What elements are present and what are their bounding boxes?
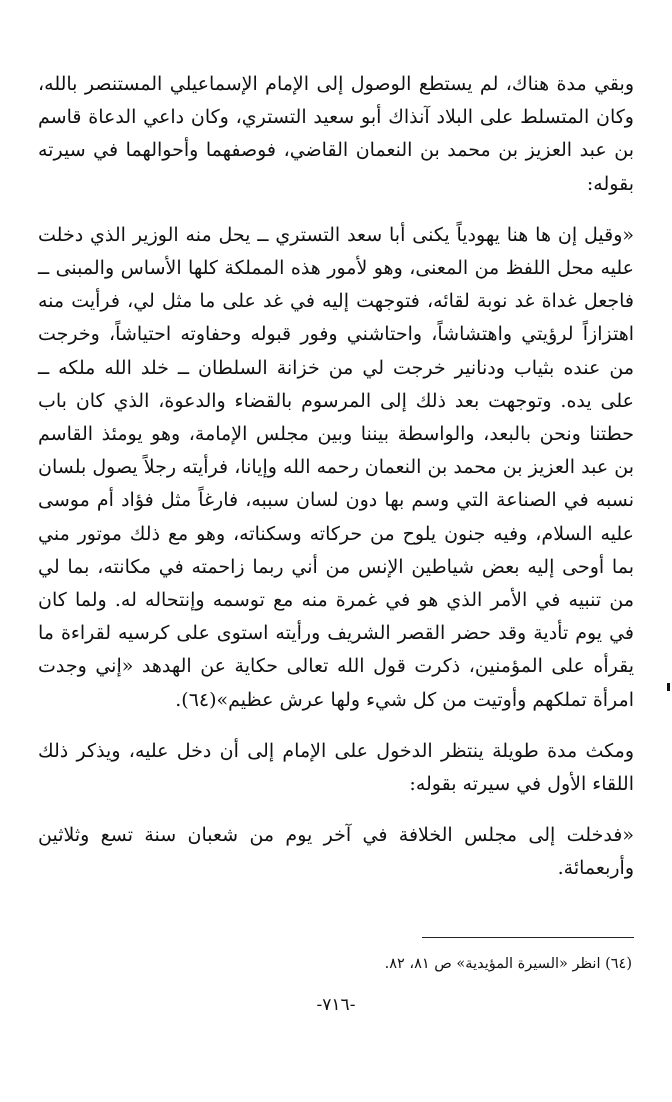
page-body — [38, 68, 634, 886]
paragraph-intro: وبقي مدة هناك، لم يستطع الوصول إلى الإمام الإسماعيلي المستنصر بالله، وكان المتسلط على البلاد آنذاك أبو سعيد التستري، وكان داعي الدعاة قاسم بن عبد العزيز بن محمد بن النعمان القاضي، فوصفهما وأحوالهما في سيرته بقوله: — [38, 73, 634, 195]
margin-mark — [667, 683, 670, 691]
paragraph-waiting: ومكث مدة طويلة ينتظر الدخول على الإمام إلى أن دخل عليه، ويذكر ذلك اللقاء الأول في سيرته بقوله: — [38, 739, 634, 796]
footnote: (٦٤) انظر «السيرة المؤيدية» ص ٨١، ٨٢. — [384, 956, 632, 972]
paragraph-quote-tustari: «وقيل إن ها هنا يهودياً يكنى أبا سعد التستري ــ يحل منه الوزير الذي دخلت عليه محل اللفظ من المعنى، وهو لأمور هذه المملكة كلها الأساس والمبنى ــ فاجعل غداة غد نوبة لقائه، فتوجهت إليه في غد على ما مثل لي، فرأيت منه اهتزازاً لرؤيتي واهتشاشاً، واحتاشني وفور قبوله وحفاوته احتياشاً، وخرجت من عنده بثياب ودنانير خرجت لي من خزانة السلطان ــ خلد الله ملكه ــ على يده. وتوجهت بعد ذلك إلى المرسوم بالقضاء والدعوة، الذي كان باب حطتنا ونحن بالبعد، والواسطة بيننا وبين مجلس الإمامة، وهو يومئذ القاسم بن عبد العزيز بن محمد بن النعمان رحمه الله وإيانا، فرأيته رجلاً يصول بلسان نسبه في الصناعة التي وسم بها دون لسان سببه، فارغاً مثل فؤاد أم موسى عليه السلام، وفيه جنون يلوح من حركاته وسكناته، وهو مع ذلك موتور مني بما أوحى إليه بعض شياطين الإنس من أني ربما زاحمته في مكانته، بما لي من تنبيه في الأمر الذي هو في غمرة منه مع توسمه وإنتحاله له. ولما كان في يوم تأدية وقد حضر القصر الشريف ورأيته استوى على كرسيه لقراءة ما يقرأه على المؤمنين، ذكرت قول الله تعالى حكاية عن الهدهد «إني وجدت امرأة تملكهم وأوتيت من كل شيء ولها عرش عظيم»(٦٤). — [38, 223, 634, 711]
paragraph-quote-caliphate: «فدخلت إلى مجلس الخلافة في آخر يوم من شعبان سنة تسع وثلاثين وأربعمائة. — [38, 824, 634, 880]
page-number: -٧١٦- — [316, 995, 356, 1015]
footnote-divider — [422, 937, 634, 938]
